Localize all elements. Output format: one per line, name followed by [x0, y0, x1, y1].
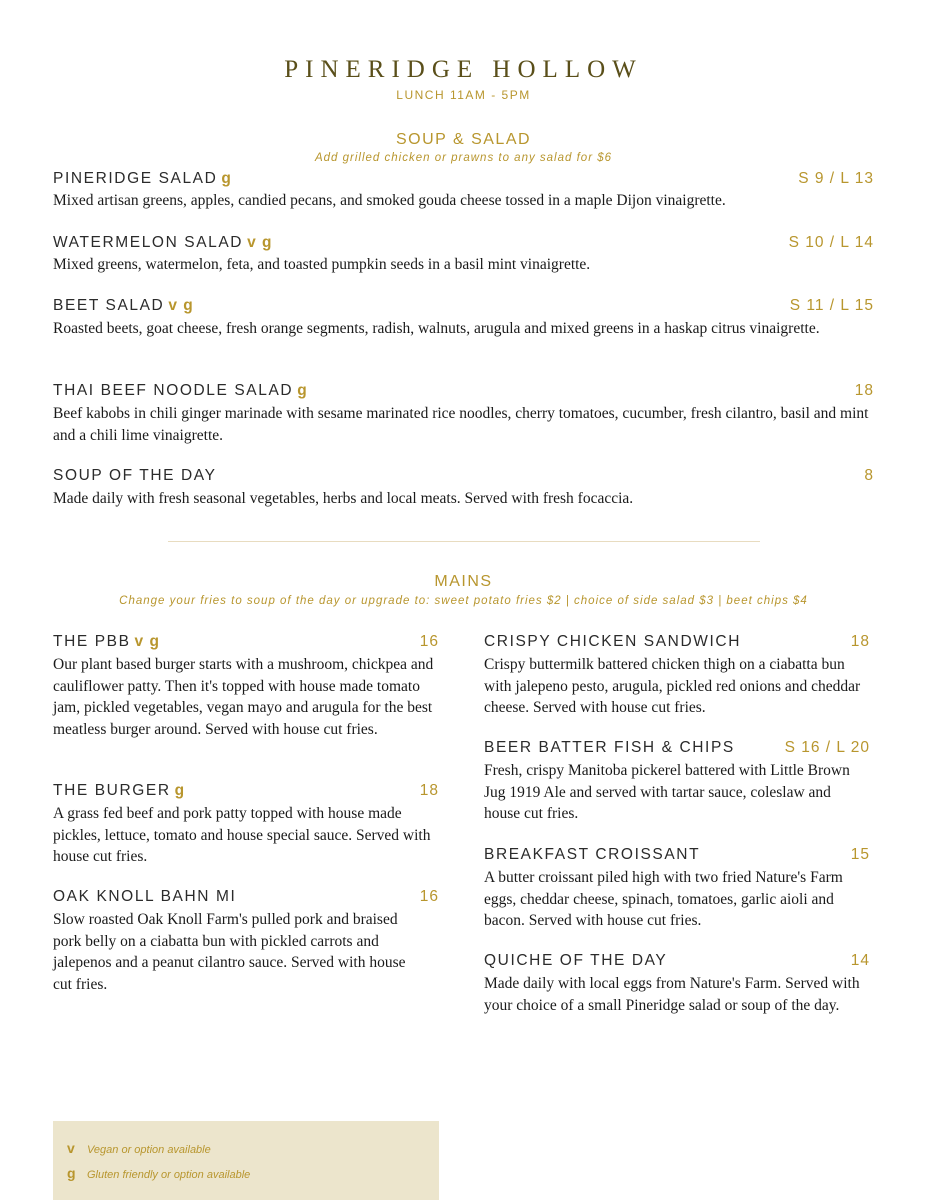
item-name: BREAKFAST CROISSANT	[484, 846, 701, 863]
item-description: Slow roasted Oak Knoll Farm's pulled pork and braised pork belly on a ciabatta bun with pickled carrots and jalepenos and a peanut cilantro sauce. Served with house cut fries.	[53, 911, 406, 993]
legend-label: Vegan or option available	[87, 1144, 211, 1156]
item-description: Beef kabobs in chili ginger marinade with sesame marinated rice noodles, cherry tomatoes, cucumber, fresh cilantro, basil and mint and a chili lime vinaigrette.	[53, 405, 869, 444]
dietary-tag: g	[297, 382, 308, 399]
item-description: Made daily with fresh seasonal vegetables, herbs and local meats. Served with fresh focaccia.	[53, 490, 634, 507]
item-name: THE BURGER g	[53, 782, 186, 799]
item-price: S 11 / L 15	[789, 297, 874, 314]
item-description: Made daily with local eggs from Nature's Farm. Served with your choice of a small Pineridge salad or soup of the day.	[484, 975, 860, 1014]
legend-item-gluten	[67, 1165, 250, 1181]
item-description: Fresh, crispy Manitoba pickerel battered with Little Brown Jug 1919 Ale and served with tartar sauce, coleslaw and house cut fries.	[484, 762, 850, 822]
section-title-soup-salad: SOUP & SALAD	[395, 131, 532, 148]
item-price: S 10 / L 14	[788, 234, 874, 251]
dietary-tag: v g	[168, 297, 194, 314]
item-name: THE PBB v g	[53, 633, 160, 650]
item-price: 18	[850, 633, 870, 650]
item-price: 14	[850, 952, 870, 969]
item-name: QUICHE OF THE DAY	[484, 952, 668, 969]
item-name: OAK KNOLL BAHN MI	[53, 888, 237, 905]
legend-item-vegan	[67, 1140, 211, 1156]
item-price: S 9 / L 13	[798, 170, 874, 187]
section-divider	[168, 541, 760, 542]
item-price: 8	[864, 467, 874, 484]
item-price: 18	[854, 382, 874, 399]
item-price: 15	[850, 846, 870, 863]
dietary-tag: g	[174, 782, 186, 799]
item-name: PINERIDGE SALAD g	[53, 170, 232, 187]
section-note-soup-salad: Add grilled chicken or prawns to any salad for $6	[314, 152, 613, 164]
item-description: A grass fed beef and pork patty topped with house made pickles, lettuce, tomato and house special sauce. Served with house cut fries.	[53, 805, 431, 865]
item-description: A butter croissant piled high with two fried Nature's Farm eggs, cheddar cheese, spinach, tomatoes, garlic aioli and bacon. Served with house cut fries.	[484, 869, 843, 929]
vegan-symbol: v	[67, 1140, 75, 1156]
dietary-tag: g	[221, 170, 232, 187]
section-title-mains: MAINS	[434, 573, 493, 590]
item-name: SOUP OF THE DAY	[53, 467, 217, 484]
item-description: Mixed artisan greens, apples, candied pecans, and smoked gouda cheese tossed in a maple Dijon vinaigrette.	[53, 192, 726, 209]
item-price: 16	[419, 633, 439, 650]
dietary-tag: v g	[134, 633, 160, 650]
lunch-hours: LUNCH 11AM - 5PM	[396, 88, 531, 102]
legend-label: Gluten friendly or option available	[87, 1169, 251, 1181]
item-description: Roasted beets, goat cheese, fresh orange segments, radish, walnuts, arugula and mixed greens in a haskap citrus vinaigrette.	[53, 320, 820, 337]
item-name: WATERMELON SALAD v g	[53, 234, 273, 251]
item-name: BEER BATTER FISH & CHIPS	[484, 739, 735, 756]
item-name: BEET SALAD v g	[53, 297, 194, 314]
item-name: CRISPY CHICKEN SANDWICH	[484, 633, 741, 650]
gluten-symbol: g	[67, 1165, 76, 1181]
item-description: Our plant based burger starts with a mushroom, chickpea and cauliflower patty. Then it's topped with house made tomato jam, pickled vegetables, vegan mayo and arugula for the best meatless burger around. Served with house cut fries.	[53, 656, 434, 738]
dietary-tag: v g	[247, 234, 273, 251]
item-price: S 16 / L 20	[784, 739, 870, 756]
item-description: Crispy buttermilk battered chicken thigh on a ciabatta bun with jalepeno pesto, arugula, pickled red onions and cheddar cheese. Served with house cut fries.	[484, 656, 861, 716]
section-note-mains: Change your fries to soup of the day or upgrade to: sweet potato fries $2 | choice of side salad $3 | beet chips $4	[119, 595, 808, 607]
item-description: Mixed greens, watermelon, feta, and toasted pumpkin seeds in a basil mint vinaigrette.	[53, 256, 591, 273]
item-price: 16	[419, 888, 439, 905]
restaurant-title: PINERIDGE HOLLOW	[284, 56, 643, 83]
dietary-legend	[53, 1121, 439, 1200]
item-price: 18	[419, 782, 439, 799]
item-name: THAI BEEF NOODLE SALAD g	[53, 382, 308, 399]
